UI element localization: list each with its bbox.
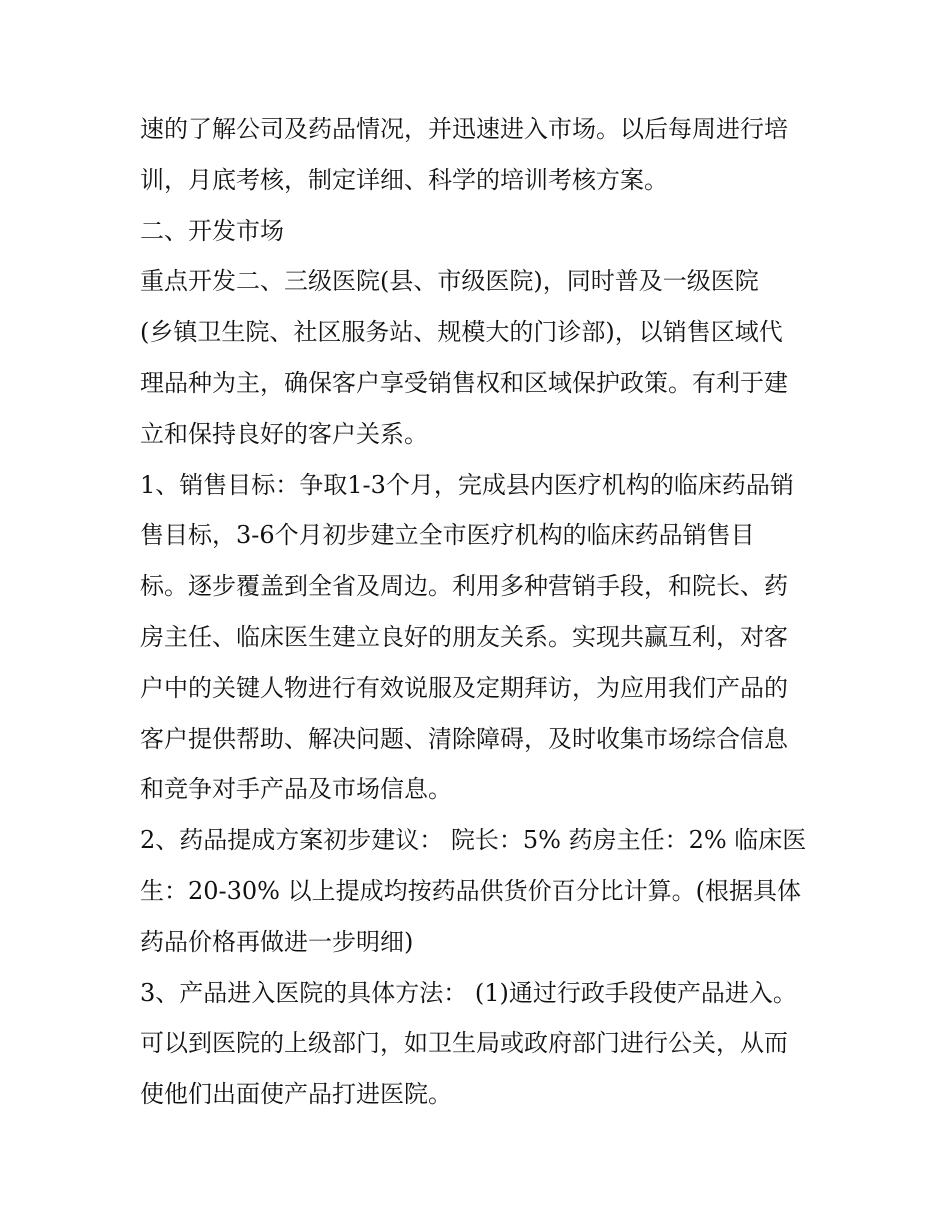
text-line: 速的了解公司及药品情况，并迅速进入市场。以后每周进行培 xyxy=(140,115,788,143)
text-line: 3、产品进入医院的具体方法： (1)通过行政手段使产品进入。 xyxy=(140,978,797,1007)
text-line: 训，月底考核，制定详细、科学的培训考核方案。 xyxy=(140,165,668,194)
text-line: 1、销售目标：争取1-3个月，完成县内医疗机构的临床药品销 xyxy=(140,470,794,499)
text-line: 户中的关键人物进行有效说服及定期拜访，为应用我们产品的 xyxy=(140,673,788,702)
text-line: (乡镇卫生院、社区服务站、规模大的门诊部)，以销售区域代 xyxy=(140,318,783,347)
text-line: 房主任、临床医生建立良好的朋友关系。实现共赢互利，对客 xyxy=(140,622,788,651)
text-line: 使他们出面使产品打进医院。 xyxy=(140,1080,452,1109)
text-line: 理品种为主，确保客户享受销售权和区域保护政策。有利于建 xyxy=(140,368,788,397)
text-line: 2、药品提成方案初步建议： 院长：5% 药房主任：2% 临床医 xyxy=(140,826,807,855)
text-line: 生：20-30% 以上提成均按药品供货价百分比计算。(根据具体 xyxy=(140,876,801,905)
text-line: 标。逐步覆盖到全省及周边。利用多种营销手段，和院长、药 xyxy=(140,572,788,601)
text-line: 客户提供帮助、解决问题、清除障碍，及时收集市场综合信息 xyxy=(140,724,788,753)
text-line: 可以到医院的上级部门，如卫生局或政府部门进行公关，从而 xyxy=(140,1029,788,1058)
text-line: 药品价格再做进一步明细) xyxy=(140,927,414,956)
text-line: 重点开发二、三级医院(县、市级医院)，同时普及一级医院 xyxy=(140,267,759,296)
text-line: 和竞争对手产品及市场信息。 xyxy=(140,775,452,804)
text-line: 立和保持良好的客户关系。 xyxy=(140,419,428,448)
section-heading: 二、开发市场 xyxy=(140,216,284,245)
document-body xyxy=(140,104,812,1120)
text-line: 售目标，3-6个月初步建立全市医疗机构的临床药品销售目 xyxy=(140,521,755,550)
